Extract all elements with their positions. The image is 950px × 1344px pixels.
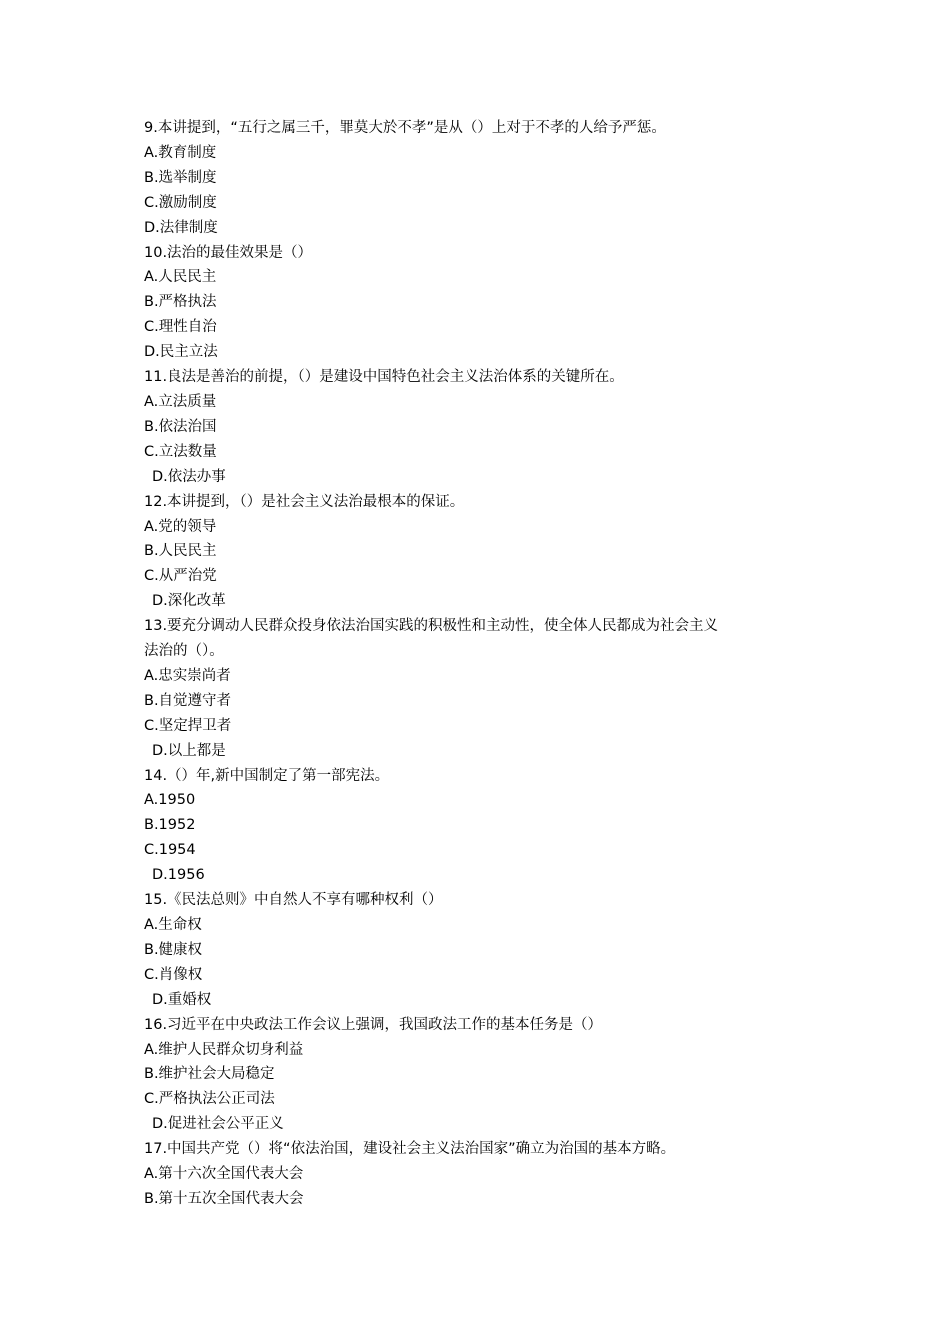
option-d: D.依法办事: [152, 468, 226, 485]
option-b: B.依法治国: [144, 418, 217, 435]
question-11: [144, 365, 824, 490]
question-17: [144, 1137, 824, 1212]
option-d: D.深化改革: [152, 593, 226, 610]
option-c: C.严格执法公正司法: [144, 1091, 275, 1108]
question-10: [144, 241, 824, 366]
option-a: A.教育制度: [144, 144, 217, 161]
question-stem: 14.（）年,新中国制定了第一部宪法。: [144, 767, 390, 784]
option-d: D.民主立法: [144, 344, 218, 361]
question-9: [144, 116, 824, 241]
option-b: B.自觉遵守者: [144, 692, 232, 709]
question-stem: 17.中国共产党（）将“依法治国，建设社会主义法治国家”确立为治国的基本方略。: [144, 1141, 676, 1158]
option-a: A.第十六次全国代表大会: [144, 1166, 304, 1183]
option-a: A.生命权: [144, 917, 202, 933]
option-b: B.第十五次全国代表大会: [144, 1190, 304, 1207]
option-a: A.立法质量: [144, 393, 217, 410]
option-a: A.人民民主: [144, 269, 217, 286]
option-b: B.健康权: [144, 941, 203, 958]
option-b: B.选举制度: [144, 169, 217, 186]
option-c: C.肖像权: [144, 966, 203, 983]
question-list: [144, 116, 824, 1212]
option-c: C.激励制度: [144, 194, 217, 211]
option-a: A.维护人民群众切身利益: [144, 1041, 304, 1058]
question-stem: 9.本讲提到，“五行之属三千，罪莫大於不孝”是从（）上对于不孝的人给予严惩。: [144, 120, 666, 136]
option-d: D.促进社会公平正义: [152, 1116, 284, 1133]
option-d: D.重婚权: [152, 991, 212, 1008]
option-a: A.1950: [144, 792, 196, 809]
question-13: [144, 614, 824, 763]
option-a: A.党的领导: [144, 518, 217, 535]
question-12: [144, 490, 824, 615]
question-14: [144, 764, 824, 889]
option-c: C.理性自治: [144, 319, 217, 336]
option-c: C.从严治党: [144, 568, 217, 585]
question-15: [144, 888, 824, 1013]
option-b: B.严格执法: [144, 294, 217, 311]
option-d: D.法律制度: [144, 219, 218, 236]
question-16: [144, 1013, 824, 1138]
question-stem: 11.良法是善治的前提，（）是建设中国特色社会主义法治体系的关键所在。: [144, 369, 624, 386]
question-stem-line-1: 13.要充分调动人民群众投身依法治国实践的积极性和主动性，使全体人民都成为社会主义: [144, 618, 719, 635]
option-a: A.忠实崇尚者: [144, 667, 231, 684]
option-c: C.1954: [144, 842, 196, 859]
option-d: D.1956: [152, 867, 205, 884]
option-b: B.维护社会大局稳定: [144, 1066, 275, 1083]
question-stem: 16.习近平在中央政法工作会议上强调，我国政法工作的基本任务是（）: [144, 1016, 603, 1033]
question-stem: 10.法治的最佳效果是（）: [144, 244, 313, 261]
question-stem: 15.《民法总则》中自然人不享有哪种权利（）: [144, 892, 443, 909]
question-stem-line-2: 法治的（）。: [144, 643, 224, 660]
option-b: B.人民民主: [144, 543, 217, 560]
option-b: B.1952: [144, 817, 196, 834]
option-c: C.立法数量: [144, 443, 217, 460]
question-stem: 12.本讲提到，（）是社会主义法治最根本的保证。: [144, 493, 465, 510]
option-c: C.坚定捍卫者: [144, 717, 232, 734]
option-d: D.以上都是: [152, 742, 226, 759]
